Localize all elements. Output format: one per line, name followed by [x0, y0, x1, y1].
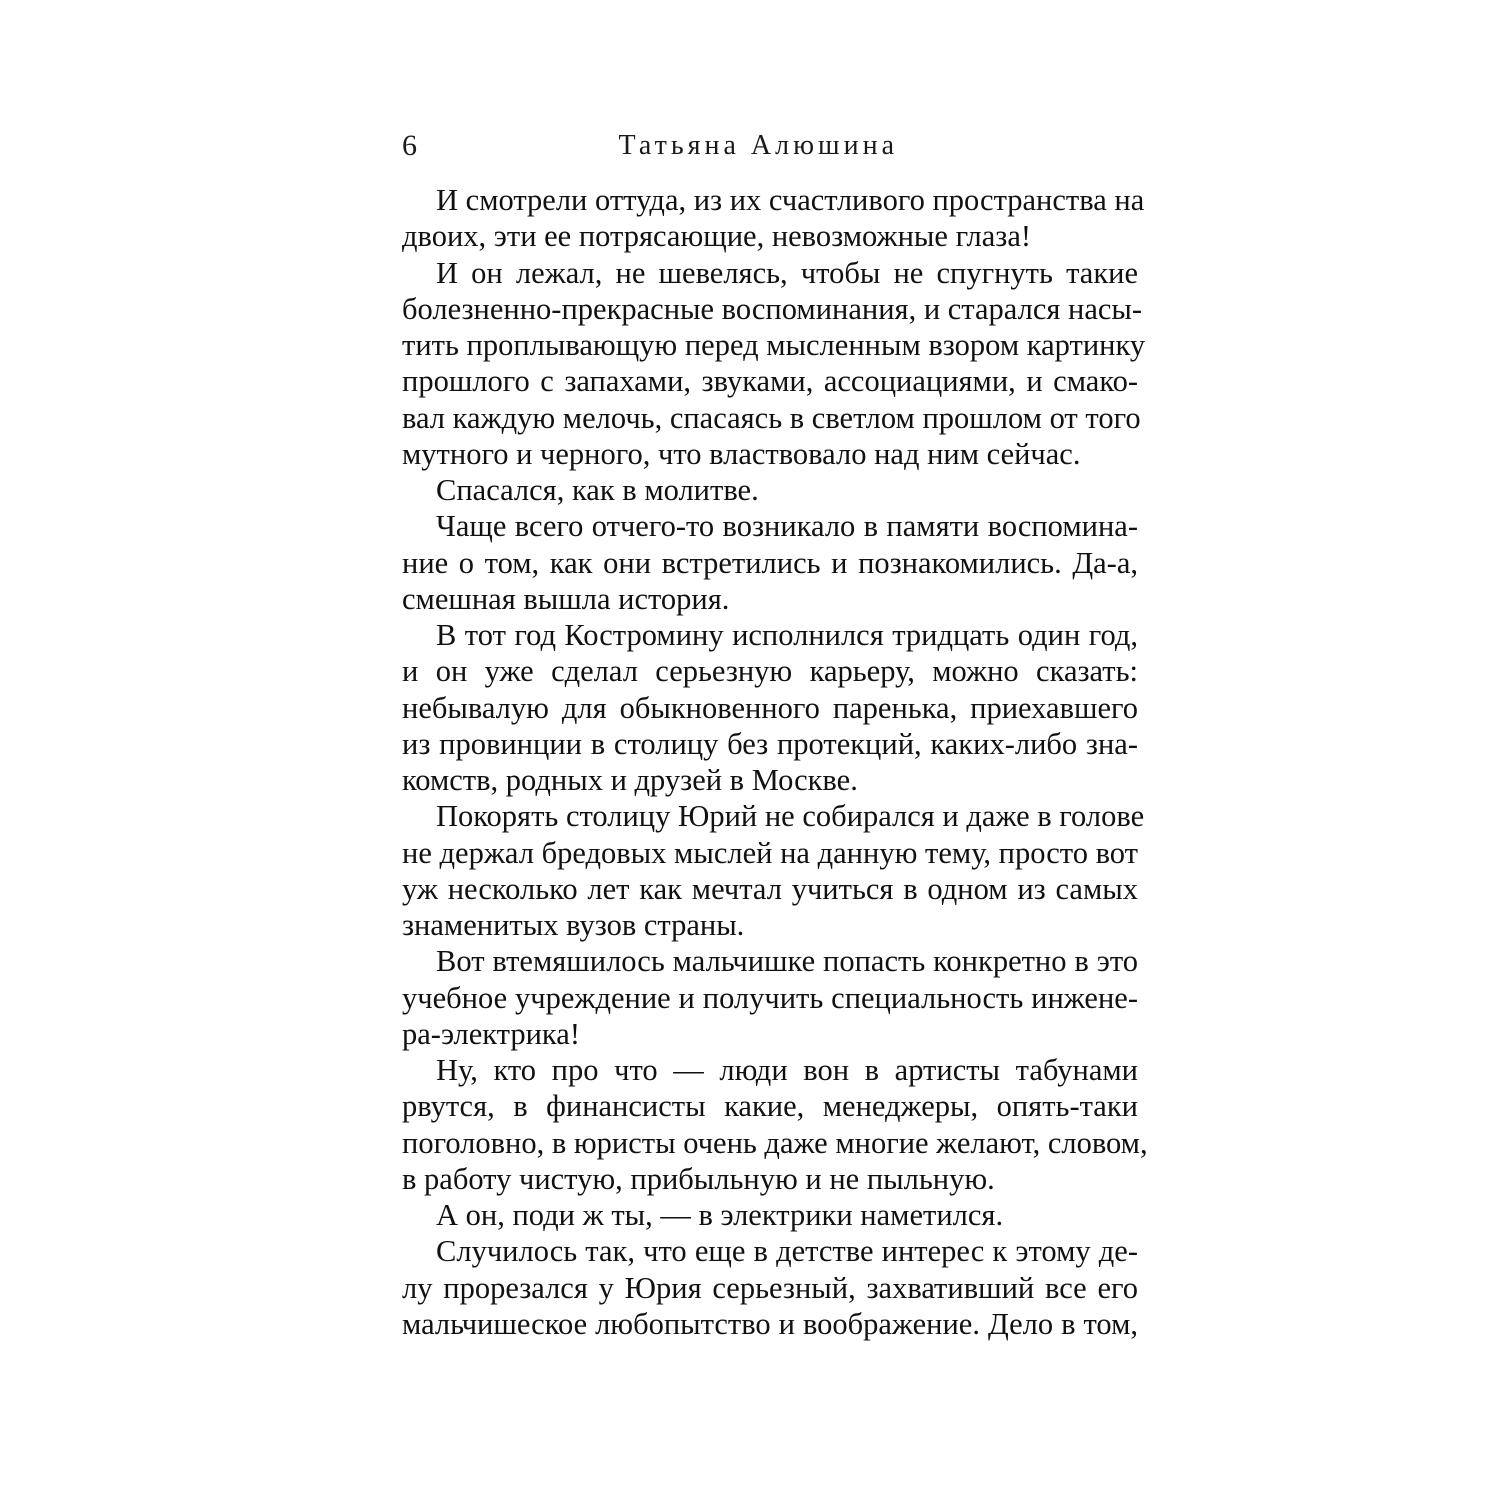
text-line: смешная вышла история. — [402, 581, 730, 616]
text-line: Случилось так, что еще в детстве интерес к этому де- — [436, 1234, 1138, 1269]
text-line: Чаще всего отчего-то возникало в памяти воспомина- — [436, 509, 1138, 544]
text-line: знаменитых вузов страны. — [402, 908, 745, 942]
text-line: комств, родных и друзей в Москве. — [402, 763, 858, 797]
text-line: Спасался, как в молитве. — [436, 473, 759, 507]
text-line: тить проплывающую перед мысленным взором картинку — [402, 328, 1146, 362]
text-line: рвутся, в финансисты какие, менеджеры, опять-таки — [402, 1089, 1138, 1124]
text-line: А он, поди ж ты, — в электрики наметился. — [436, 1198, 1004, 1232]
text-line: болезненно-прекрасные воспоминания, и старался насы- — [402, 291, 1143, 326]
text-line: уж несколько лет как мечтал учиться в одном из самых — [402, 871, 1138, 906]
text-line: не держал бредовых мыслей на данную тему, просто вот — [402, 835, 1138, 870]
text-line: Вот втемяшилось мальчишке попасть конкретно в это — [436, 944, 1138, 979]
text-line: прошлого с запахами, звуками, ассоциациями, и смако- — [402, 364, 1138, 399]
text-line: лу прорезался у Юрия серьезный, захвативший все его — [402, 1270, 1138, 1305]
text-line: учебное учреждение и получить специальность инжене- — [402, 980, 1138, 1015]
text-line: в работу чистую, прибыльную и не пыльную. — [402, 1161, 995, 1196]
text-line: И он лежал, не шевелясь, чтобы не спугнуть такие — [436, 255, 1138, 290]
text-line: небывалую для обыкновенного паренька, приехавшего — [402, 690, 1138, 725]
text-line: мутного и черного, что властвовало над ним сейчас. — [402, 436, 1081, 471]
page-number: 6 — [402, 129, 417, 162]
text-line: и он уже сделал серьезную карьеру, можно сказать: — [402, 654, 1138, 689]
running-head-author: Татьяна Алюшина — [618, 130, 898, 161]
text-line: мальчишеское любопытство и воображение. Дело в том, — [402, 1306, 1138, 1341]
text-line: из провинции в столицу без протекций, каких-либо зна- — [402, 726, 1138, 761]
body-text — [402, 182, 1148, 1342]
text-line: вал каждую мелочь, спасаясь в светлом прошлом от того — [402, 400, 1141, 435]
text-line: Ну, кто про что — люди вон в артисты табунами — [436, 1053, 1138, 1087]
text-line: ра-электрика! — [402, 1016, 580, 1051]
text-line: двоих, эти ее потрясающие, невозможные глаза! — [402, 219, 1032, 254]
text-line: Покорять столицу Юрий не собирался и даже в голове — [436, 799, 1145, 834]
text-line: В тот год Костромину исполнился тридцать один год, — [436, 618, 1138, 652]
text-line: И смотрели оттуда, из их счастливого пространства на — [436, 183, 1145, 217]
text-line: ние о том, как они встретились и познакомились. Да-а, — [402, 545, 1138, 580]
text-line: поголовно, в юристы очень даже многие желают, словом, — [402, 1125, 1148, 1160]
